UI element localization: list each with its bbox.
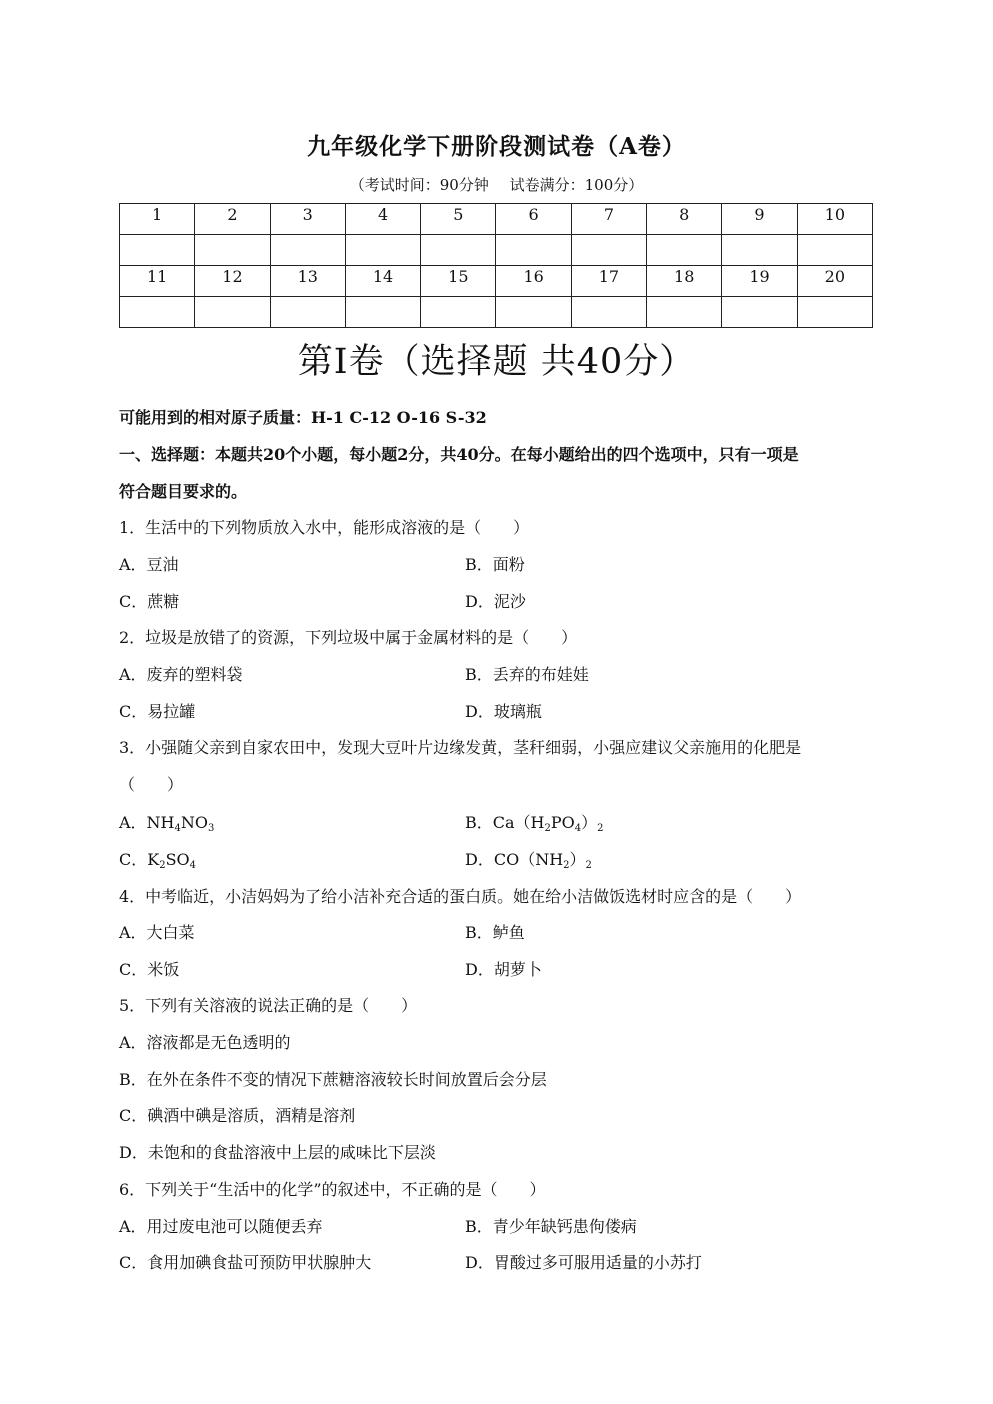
answer-number: 3 xyxy=(270,204,345,235)
answer-number: 2 xyxy=(195,204,270,235)
question-5-option-d: D．未饱和的食盐溶液中上层的咸味比下层淡 xyxy=(119,1143,436,1162)
answer-number: 16 xyxy=(496,266,571,297)
answer-cell[interactable] xyxy=(797,235,872,266)
question-2-stem: 2．垃圾是放错了的资源，下列垃圾中属于金属材料的是（ ） xyxy=(119,628,578,647)
question-4-stem: 4．中考临近，小洁妈妈为了给小洁补充合适的蛋白质。她在给小洁做饭选材时应含的是（ ） xyxy=(119,887,802,906)
subscript: 4 xyxy=(189,860,197,871)
answer-cell[interactable] xyxy=(571,297,646,328)
question-1-option-b: B．面粉 xyxy=(465,555,525,574)
answer-table-blank-row-2 xyxy=(120,297,873,328)
answer-number: 4 xyxy=(345,204,420,235)
option-text: C．K xyxy=(119,850,160,869)
answer-table-header-row-1 xyxy=(120,204,873,235)
answer-cell[interactable] xyxy=(195,235,270,266)
subscript: 2 xyxy=(563,860,570,871)
answer-number: 9 xyxy=(722,204,797,235)
answer-number: 14 xyxy=(345,266,420,297)
answer-number: 12 xyxy=(195,266,270,297)
question-2-option-b: B．丢弃的布娃娃 xyxy=(465,665,589,684)
question-6-stem: 6．下列关于“生活中的化学”的叙述中，不正确的是（ ） xyxy=(119,1180,546,1199)
question-3-option-c xyxy=(119,847,196,870)
subscript: 2 xyxy=(159,860,166,871)
question-3-stem-paren: （ ） xyxy=(119,775,184,794)
question-6-option-b: B．青少年缺钙患佝偻病 xyxy=(465,1217,637,1236)
answer-cell[interactable] xyxy=(647,235,722,266)
question-5-stem: 5．下列有关溶液的说法正确的是（ ） xyxy=(119,996,418,1015)
exam-title: 九年级化学下册阶段测试卷（A卷） xyxy=(307,133,686,160)
option-text: SO xyxy=(165,850,190,869)
question-3-stem: 3．小强随父亲到自家农田中，发现大豆叶片边缘发黄，茎秆细弱，小强应建议父亲施用的化肥是 xyxy=(119,738,802,757)
question-5-option-c: C．碘酒中碘是溶质，酒精是溶剂 xyxy=(119,1106,356,1125)
answer-number: 8 xyxy=(647,204,722,235)
question-3-option-a xyxy=(119,810,214,833)
answer-cell[interactable] xyxy=(345,297,420,328)
option-text: ） xyxy=(569,850,586,869)
answer-number: 10 xyxy=(797,204,872,235)
answer-number: 13 xyxy=(270,266,345,297)
answer-number: 17 xyxy=(571,266,646,297)
option-text: A．NH xyxy=(119,813,175,832)
answer-number: 11 xyxy=(120,266,195,297)
answer-number: 1 xyxy=(120,204,195,235)
option-text: D．CO（NH xyxy=(465,850,564,869)
question-3-option-d xyxy=(465,847,592,870)
subscript: 2 xyxy=(585,860,592,871)
answer-cell[interactable] xyxy=(421,297,496,328)
question-1-option-c: C．蔗糖 xyxy=(119,592,180,611)
question-1-option-d: D．泥沙 xyxy=(465,592,526,611)
option-text: NO xyxy=(180,813,209,832)
answer-cell[interactable] xyxy=(270,297,345,328)
answer-cell[interactable] xyxy=(571,235,646,266)
answer-cell[interactable] xyxy=(722,297,797,328)
question-6-option-d: D．胃酸过多可服用适量的小苏打 xyxy=(465,1253,702,1272)
answer-number: 20 xyxy=(797,266,872,297)
question-4-option-b: B．鲈鱼 xyxy=(465,923,525,942)
option-text: B．Ca（H xyxy=(465,813,545,832)
question-2-option-a: A．废弃的塑料袋 xyxy=(119,665,243,684)
question-2-option-d: D．玻璃瓶 xyxy=(465,702,542,721)
question-1-stem: 1．生活中的下列物质放入水中，能形成溶液的是（ ） xyxy=(119,518,530,537)
question-1-option-a: A．豆油 xyxy=(119,555,179,574)
answer-cell[interactable] xyxy=(120,297,195,328)
answer-cell[interactable] xyxy=(195,297,270,328)
answer-cell[interactable] xyxy=(496,235,571,266)
question-4-option-d: D．胡萝卜 xyxy=(465,960,542,979)
question-6-option-c: C．食用加碘食盐可预防甲状腺肿大 xyxy=(119,1253,372,1272)
option-text: PO xyxy=(550,813,575,832)
exam-score: 试卷满分：100分） xyxy=(509,176,644,194)
section-title: 第Ⅰ卷（选择题 共40分） xyxy=(297,342,696,382)
question-6-option-a: A．用过废电池可以随便丢弃 xyxy=(119,1217,323,1236)
subscript: 2 xyxy=(597,823,604,834)
atomic-masses: 可能用到的相对原子质量：H-1 C-12 O-16 S-32 xyxy=(119,408,487,427)
answer-number: 15 xyxy=(421,266,496,297)
exam-subtitle xyxy=(0,174,993,195)
question-5-option-a: A．溶液都是无色透明的 xyxy=(119,1033,291,1052)
subscript: 4 xyxy=(574,823,582,834)
answer-number: 6 xyxy=(496,204,571,235)
exam-time: （考试时间：90分钟 xyxy=(349,176,489,194)
answer-cell[interactable] xyxy=(270,235,345,266)
answer-number: 19 xyxy=(722,266,797,297)
option-text: ） xyxy=(581,813,598,832)
answer-cell[interactable] xyxy=(120,235,195,266)
answer-cell[interactable] xyxy=(421,235,496,266)
answer-number: 5 xyxy=(421,204,496,235)
answer-number: 18 xyxy=(647,266,722,297)
answer-cell[interactable] xyxy=(345,235,420,266)
subscript: 2 xyxy=(544,823,551,834)
subscript: 4 xyxy=(174,823,181,834)
question-3-option-b xyxy=(465,810,604,833)
question-4-option-c: C．米饭 xyxy=(119,960,180,979)
answer-table-header-row-2 xyxy=(120,266,873,297)
question-2-option-c: C．易拉罐 xyxy=(119,702,196,721)
answer-cell[interactable] xyxy=(496,297,571,328)
answer-cell[interactable] xyxy=(722,235,797,266)
question-4-option-a: A．大白菜 xyxy=(119,923,195,942)
question-5-option-b: B．在外在条件不变的情况下蔗糖溶液较长时间放置后会分层 xyxy=(119,1070,547,1089)
instructions-line-1: 一、选择题：本题共20个小题，每小题2分，共40分。在每小题给出的四个选项中，只有一项是 xyxy=(119,445,799,464)
answer-table-blank-row-1 xyxy=(120,235,873,266)
answer-number: 7 xyxy=(571,204,646,235)
answer-cell[interactable] xyxy=(647,297,722,328)
answer-table xyxy=(119,203,873,328)
answer-cell[interactable] xyxy=(797,297,872,328)
subscript: 3 xyxy=(208,823,215,834)
instructions-line-2: 符合题目要求的。 xyxy=(119,482,248,501)
